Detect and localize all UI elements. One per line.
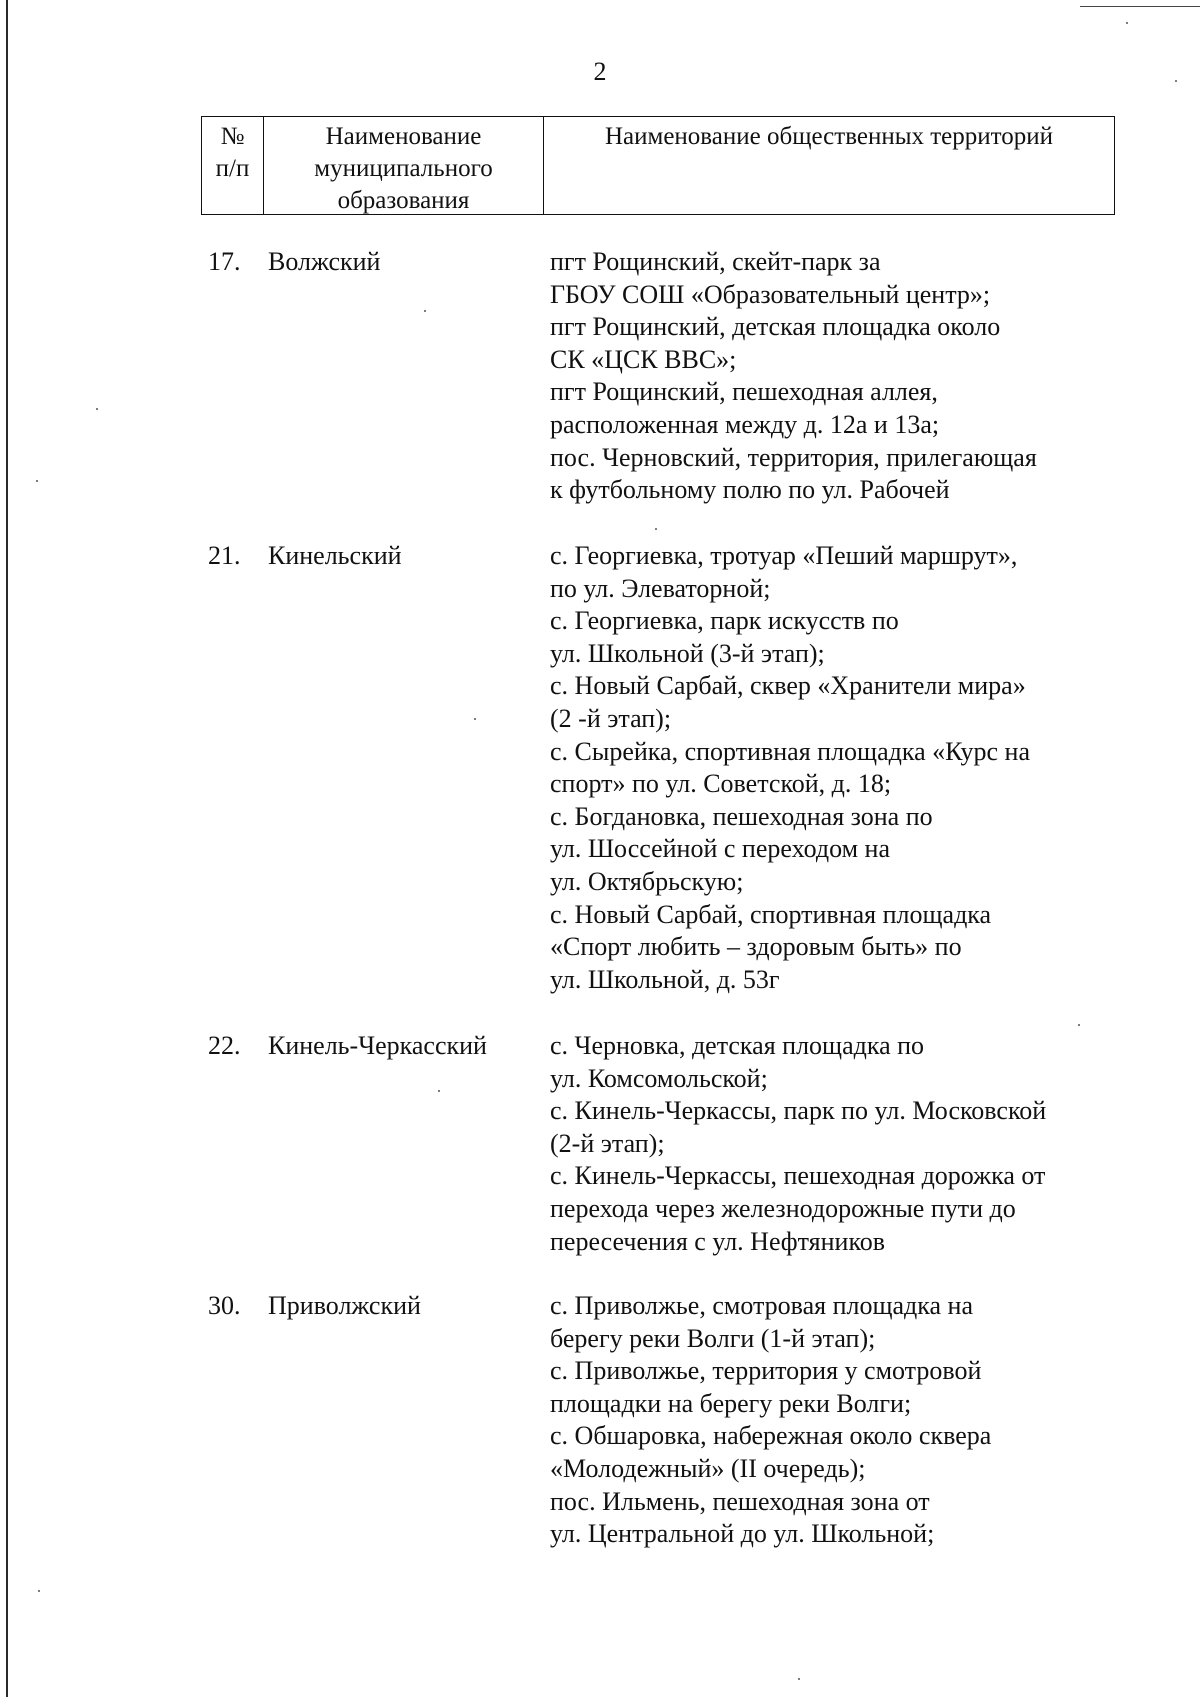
scan-speck: [798, 1678, 800, 1680]
territory-line: пгт Рощинский, пешеходная аллея,: [550, 377, 938, 407]
territory-line: (2-й этап);: [550, 1128, 665, 1158]
page-number: 2: [593, 57, 607, 86]
territory-line: с. Георгиевка, тротуар «Пеший маршрут»,: [550, 541, 1018, 570]
territory-line: ул. Центральной до ул. Школьной;: [550, 1519, 935, 1549]
header-cell-number: [202, 117, 263, 214]
territory-line: берегу реки Волги (1-й этап);: [550, 1323, 876, 1353]
territory-line: «Спорт любить – здоровым быть» по: [550, 932, 962, 962]
scan-speck: [424, 310, 426, 312]
territory-line: пос. Черновский, территория, прилегающая: [550, 442, 1037, 472]
territory-line: пос. Ильмень, пешеходная зона от: [550, 1486, 930, 1516]
territory-line: пгт Рощинский, скейт-парк за: [550, 247, 881, 276]
territory-line: с. Георгиевка, парк искусств по: [550, 606, 899, 636]
row-number: 21.: [208, 541, 241, 570]
row-territories: [550, 1290, 1110, 1551]
territory-line: перехода через железнодорожные пути до: [550, 1193, 1016, 1223]
territory-line: «Молодежный» (II очередь);: [550, 1453, 866, 1483]
territory-line: к футбольному полю по ул. Рабочей: [550, 475, 950, 505]
row-territories: [550, 540, 1110, 996]
territory-line: площадки на берегу реки Волги;: [550, 1388, 912, 1418]
territory-line: с. Новый Сарбай, спортивная площадка: [550, 899, 992, 929]
territory-line: спорт» по ул. Советской, д. 18;: [550, 769, 892, 799]
row-municipality: Волжский: [268, 247, 381, 276]
row-number: 30.: [208, 1291, 241, 1320]
territory-line: СК «ЦСК ВВС»;: [550, 344, 737, 374]
territory-line: ул. Школьной (3-й этап);: [550, 638, 825, 668]
header-number-line: п/п: [215, 155, 250, 182]
row-number: 22.: [208, 1031, 241, 1060]
territory-line: с. Обшаровка, набережная около сквера: [550, 1421, 992, 1451]
territory-line: по ул. Элеваторной;: [550, 573, 771, 603]
territory-line: с. Черновка, детская площадка по: [550, 1031, 925, 1060]
row-territories: [550, 1030, 1110, 1258]
scan-top-line: [1080, 6, 1200, 7]
territory-line: пересечения с ул. Нефтяников: [550, 1226, 886, 1256]
territory-line: с. Приволжье, территория у смотровой: [550, 1356, 982, 1386]
header-cell-municipality: [263, 117, 543, 214]
territory-line: с. Новый Сарбай, сквер «Хранители мира»: [550, 671, 1026, 701]
header-territories-line: Наименование общественных территорий: [604, 123, 1054, 150]
territory-line: ул. Шоссейной с переходом на: [550, 834, 890, 864]
territory-line: с. Приволжье, смотровая площадка на: [550, 1291, 973, 1320]
territory-line: пгт Рощинский, детская площадка около: [550, 312, 1001, 342]
scan-speck: [474, 718, 476, 720]
scan-edge-line: [6, 0, 8, 1697]
header-municipality-line: муниципального: [314, 155, 493, 182]
territory-line: ГБОУ СОШ «Образовательный центр»;: [550, 279, 991, 309]
territory-line: ул. Октябрьскую;: [550, 866, 744, 896]
row-municipality: Приволжский: [268, 1291, 421, 1320]
scan-speck: [438, 1090, 440, 1092]
row-territories: [550, 246, 1110, 507]
territory-line: с. Богдановка, пешеходная зона по: [550, 801, 933, 831]
header-municipality-line: образования: [337, 187, 470, 214]
header-municipality-line: Наименование: [325, 123, 482, 150]
scan-speck: [655, 528, 657, 530]
row-number: 17.: [208, 247, 241, 276]
territory-line: ул. Школьной, д. 53г: [550, 964, 780, 994]
territory-line: ул. Комсомольской;: [550, 1063, 768, 1093]
scan-speck: [1078, 1024, 1080, 1026]
territory-line: расположенная между д. 12а и 13а;: [550, 409, 940, 439]
scan-speck: [96, 408, 98, 410]
territory-line: с. Сырейка, спортивная площадка «Курс на: [550, 736, 1030, 766]
header-cell-territories: [543, 117, 1114, 214]
territory-line: (2 -й этап);: [550, 703, 672, 733]
scan-speck: [36, 480, 38, 482]
territory-line: с. Кинель-Черкассы, парк по ул. Московской: [550, 1096, 1047, 1126]
header-number-line: №: [220, 123, 245, 150]
row-municipality: Кинель-Черкасский: [268, 1031, 487, 1060]
row-municipality: Кинельский: [268, 541, 402, 570]
scan-speck: [1175, 80, 1177, 82]
table-header: [201, 116, 1115, 215]
scan-speck: [1126, 22, 1128, 24]
territory-line: с. Кинель-Черкассы, пешеходная дорожка от: [550, 1161, 1046, 1191]
scan-speck: [38, 1590, 40, 1592]
